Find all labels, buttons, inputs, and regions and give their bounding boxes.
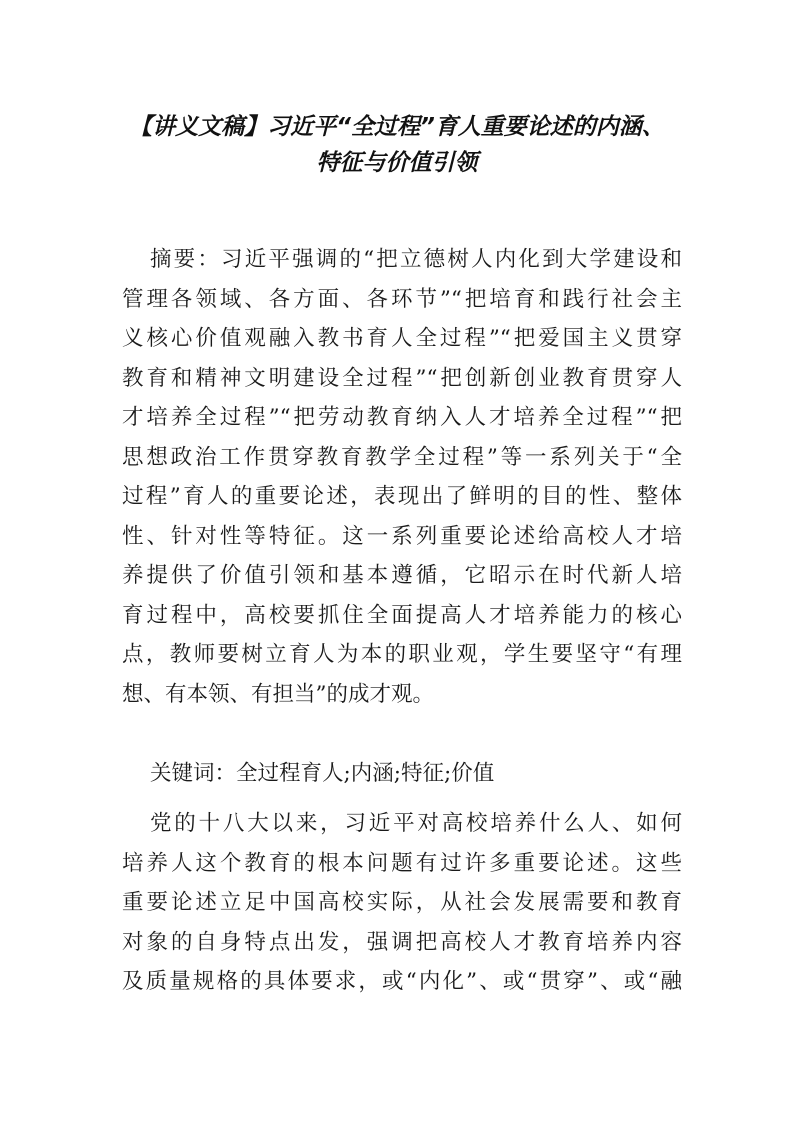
body-line: 对象的自身特点出发，强调把高校人才教育培养内容: [122, 929, 682, 955]
keywords-paragraph: [122, 754, 682, 794]
body-line: 及质量规格的具体要求，或“内化”、或“贯穿”、或“融: [122, 969, 682, 994]
abstract-line: 摘要：习近平强调的“把立德树人内化到大学建设和: [150, 247, 682, 272]
abstract-line: 管理各领域、各方面、各环节”“把培育和践行社会主: [122, 286, 682, 312]
abstract-line: 义核心价值观融入教书育人全过程”“把爱国主义贯穿: [122, 326, 682, 351]
abstract-line: 思想政治工作贯穿教育教学全过程”等一系列关于“全: [122, 444, 682, 470]
abstract-line: 想、有本领、有担当”的成才观。: [122, 681, 434, 707]
abstract-line: 教育和精神文明建设全过程”“把创新创业教育贯穿人: [122, 365, 682, 391]
document-title-line-1: 【讲义文稿】习近平“全过程”育人重要论述的内涵、: [129, 114, 665, 140]
document-title-line-2: 特征与价值引领: [316, 150, 478, 176]
body-paragraph: [122, 804, 682, 1002]
keywords-line: 关键词：全过程育人;内涵;特征;价值: [150, 761, 495, 786]
abstract-line: 过程”育人的重要论述，表现出了鲜明的目的性、整体: [122, 484, 682, 509]
abstract-line: 性、针对性等特征。这一系列重要论述给高校人才培: [122, 523, 682, 549]
abstract-line: 才培养全过程”“把劳动教育纳入人才培养全过程”“把: [122, 405, 682, 430]
abstract-line: 养提供了价值引领和基本遵循，它昭示在时代新人培: [122, 563, 682, 588]
body-line: 重要论述立足中国高校实际，从社会发展需要和教育: [122, 890, 682, 915]
abstract-line: 点，教师要树立育人为本的职业观，学生要坚守“有理: [122, 642, 682, 667]
body-line: 培养人这个教育的根本问题有过许多重要论述。这些: [122, 850, 682, 876]
body-line: 党的十八大以来，习近平对高校培养什么人、如何: [150, 811, 682, 836]
abstract-paragraph: [122, 240, 682, 714]
abstract-line: 育过程中，高校要抓住全面提高人才培养能力的核心: [122, 602, 682, 628]
